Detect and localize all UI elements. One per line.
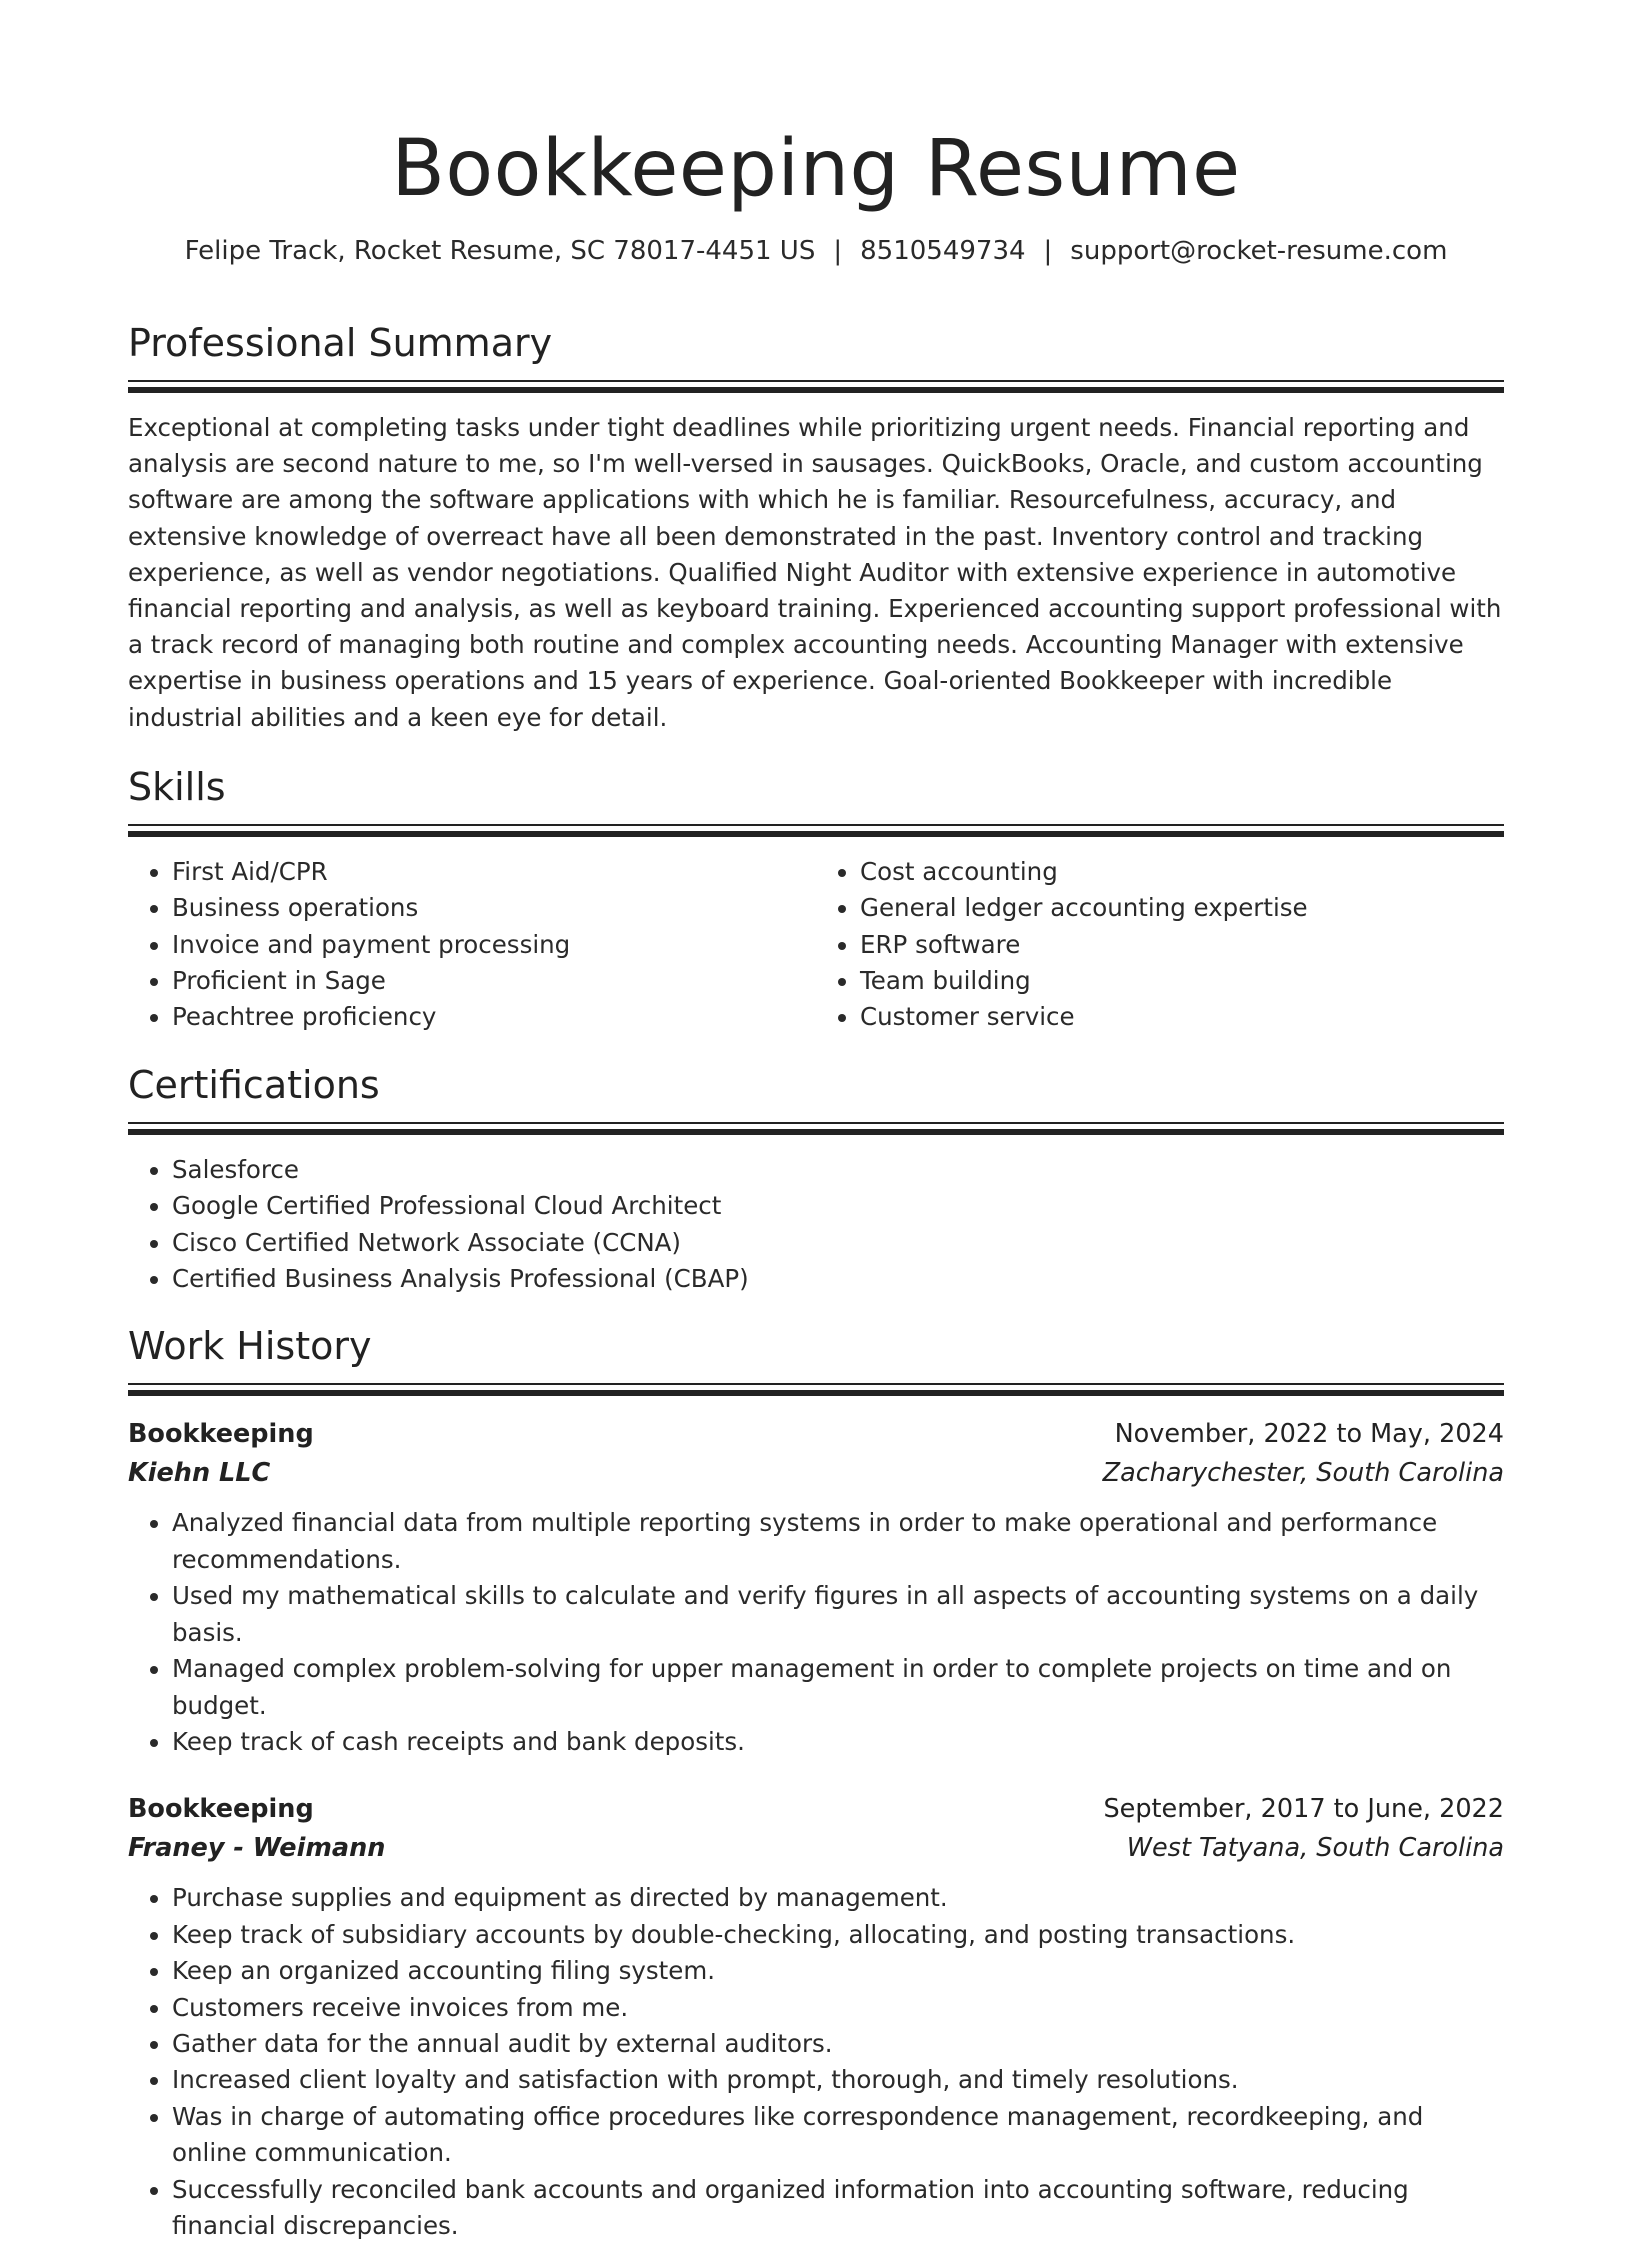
section-divider [128,1122,1504,1124]
list-item: • Salesforce [172,1152,1504,1188]
job-dates: November, 2022 to May, 2024 [1114,1419,1504,1450]
list-item: • Customers receive invoices from me. [172,1990,1504,2026]
job-title: Bookkeeping [128,1419,314,1450]
list-item: • Peachtree proficiency [172,999,816,1035]
job-location: West Tatyana, South Carolina [1126,1833,1504,1864]
skills-section [128,762,1504,1036]
list-item: • Keep track of subsidiary accounts by double-checking, allocating, and posting transactions. [172,1917,1504,1953]
job-entry [128,1790,1504,2244]
list-item: • Proficient in Sage [172,963,816,999]
summary-text: Exceptional at completing tasks under tight deadlines while prioritizing urgent needs. Financial reporting and analysis are second nature to me, so I'm well-versed in sausages. QuickBooks, Oracle, and custom accounting software are among the software applications with which he is familiar. Resourcefulness, accuracy, and extensive knowledge of overreact have all been demonstrated in the past. Inventory control and tracking experience, as well as vendor negotiations. Qualified Night Auditor with extensive experience in automotive financial reporting and analysis, as well as keyboard training. Experienced accounting support professional with a track record of managing both routine and complex accounting needs. Accounting Manager with extensive expertise in business operations and 15 years of experience. Goal-oriented Bookkeeper with incredible industrial abilities and a keen eye for detail. [128,413,1502,732]
list-item: • Successfully reconciled bank accounts and organized information into accounting software, reducing financial discrepancies. [172,2172,1504,2244]
job-bullets [128,1505,1504,1760]
list-item: • First Aid/CPR [172,854,816,890]
list-item: • Cisco Certified Network Associate (CCNA) [172,1225,1504,1261]
skills-list-left [128,854,816,1036]
list-item: • Keep an organized accounting filing system. [172,1953,1504,1989]
list-item: • Business operations [172,890,816,926]
list-item: • Gather data for the annual audit by external auditors. [172,2026,1504,2062]
section-divider [128,824,1504,826]
list-item: • Was in charge of automating office procedures like correspondence management, recordkeeping, and online communication. [172,2099,1504,2172]
section-heading-skills: Skills [128,764,226,809]
job-title: Bookkeeping [128,1794,314,1825]
list-item: • Cost accounting [860,854,1504,890]
list-item: • Managed complex problem-solving for upper management in order to complete projects on time and on budget. [172,1651,1504,1724]
contact-line [0,234,1632,268]
list-item: • Increased client loyalty and satisfaction with prompt, thorough, and timely resolutions. [172,2062,1504,2098]
list-item: • Certified Business Analysis Professional (CBAP) [172,1261,1504,1297]
job-location: Zacharychester, South Carolina [1102,1458,1504,1489]
list-item: • Invoice and payment processing [172,927,816,963]
list-item: • Purchase supplies and equipment as directed by management. [172,1880,1504,1916]
list-item: • Team building [860,963,1504,999]
list-item: • Analyzed financial data from multiple reporting systems in order to make operational and performance recommendations. [172,1505,1504,1578]
page-title: Bookkeeping Resume [391,124,1241,214]
certifications-section [128,1060,1504,1298]
job-company: Franey - Weimann [128,1833,386,1864]
job-header [128,1415,1504,1454]
resume-content [128,318,1504,2244]
section-divider [128,380,1504,382]
section-heading-work: Work History [128,1324,372,1369]
list-item: • Google Certified Professional Cloud Architect [172,1188,1504,1224]
section-heading-certifications: Certifications [128,1062,380,1107]
resume-header [0,120,1632,268]
job-header [128,1790,1504,1829]
job-entry [128,1415,1504,1760]
job-company: Kiehn LLC [128,1458,271,1489]
list-item: • General ledger accounting expertise [860,890,1504,926]
list-item: • Keep track of cash receipts and bank deposits. [172,1724,1504,1760]
job-dates: September, 2017 to June, 2022 [1103,1794,1504,1825]
job-bullets [128,1880,1504,2244]
list-item: • Customer service [860,999,1504,1035]
list-item: • Used my mathematical skills to calculate and verify figures in all aspects of accounting systems on a daily basis. [172,1578,1504,1651]
address: Felipe Track, Rocket Resume, SC 78017-4451 US [184,236,816,266]
skills-columns [128,854,1504,1036]
work-history-section [128,1321,1504,2244]
certifications-list [128,1152,1504,1298]
section-heading-summary: Professional Summary [128,321,553,365]
email: support@rocket-resume.com [1070,236,1448,266]
section-divider [128,1383,1504,1385]
separator: | [1043,236,1053,266]
list-item: • ERP software [860,927,1504,963]
summary-section [128,318,1504,736]
skills-list-right [816,854,1504,1036]
job-subheader [128,1829,1504,1868]
phone: 8510549734 [860,236,1026,266]
job-subheader [128,1454,1504,1493]
separator: | [833,236,843,266]
